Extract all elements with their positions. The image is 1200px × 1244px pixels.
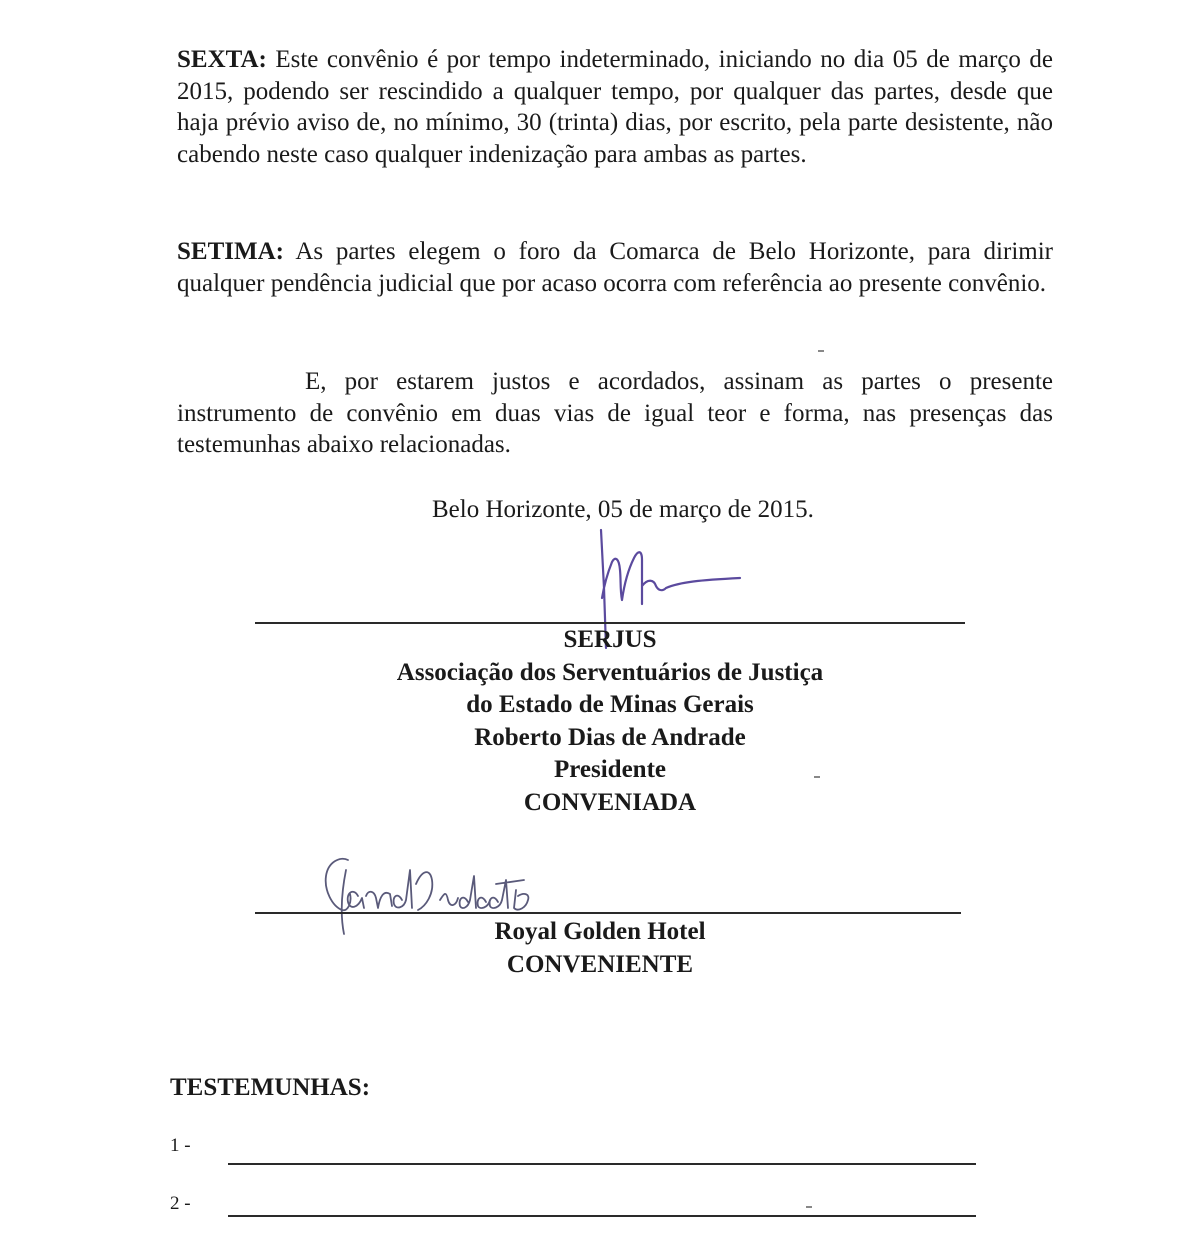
clause-sexta (177, 44, 1053, 170)
signatory-name: Roberto Dias de Andrade (474, 723, 746, 751)
scan-speck (814, 776, 820, 778)
signatory-serjus-block (310, 624, 910, 819)
witness-2-label: 2 - (170, 1193, 191, 1214)
party-role-conveniada: CONVENIADA (523, 788, 697, 816)
org-acronym: SERJUS (563, 626, 657, 653)
org-name-line-2: do Estado de Minas Gerais (466, 691, 754, 718)
clause-setima-title: SETIMA: (177, 238, 284, 265)
witness-2-line (228, 1215, 976, 1217)
witnesses-title: TESTEMUNHAS: (170, 1074, 371, 1101)
scan-speck (806, 1206, 812, 1208)
closing-paragraph: E, por estarem justos e acordados, assinam as partes o presente instrumento de convênio em duas vias de igual teor e forma, nas presenças das testemunhas abaixo relacionadas. (177, 368, 1053, 458)
clause-sexta-text: Este convênio é por tempo indeterminado, iniciando no dia 05 de março de 2015, podendo ser rescindido a qualquer tempo, por qualquer das partes, desde que haja prévio aviso de, no mínimo, 30 (trinta) dias, por escrito, pela parte desistente, não cabendo neste caso qualquer indenização para ambas as partes. (177, 46, 1053, 168)
org-name-line-1: Associação dos Serventuários de Justiça (396, 658, 824, 686)
signature-line-royal-golden-hotel (255, 912, 961, 914)
witness-1-label: 1 - (170, 1135, 191, 1156)
signatory-royal-golden-block (440, 916, 760, 981)
clause-sexta-title: SEXTA: (177, 46, 267, 73)
witness-1-line (228, 1163, 976, 1165)
clause-setima-text: As partes elegem o foro da Comarca de Belo Horizonte, para dirimir qualquer pendência judicial que por acaso ocorra com referência ao presente convênio. (177, 238, 1053, 297)
hotel-name: Royal Golden Hotel (494, 918, 706, 945)
signatory-role: Presidente (553, 756, 666, 783)
scan-speck (818, 350, 824, 352)
place-and-date: Belo Horizonte, 05 de março de 2015. (432, 496, 814, 523)
clause-setima (177, 236, 1053, 299)
party-role-conveniente: CONVENIENTE (506, 950, 694, 978)
